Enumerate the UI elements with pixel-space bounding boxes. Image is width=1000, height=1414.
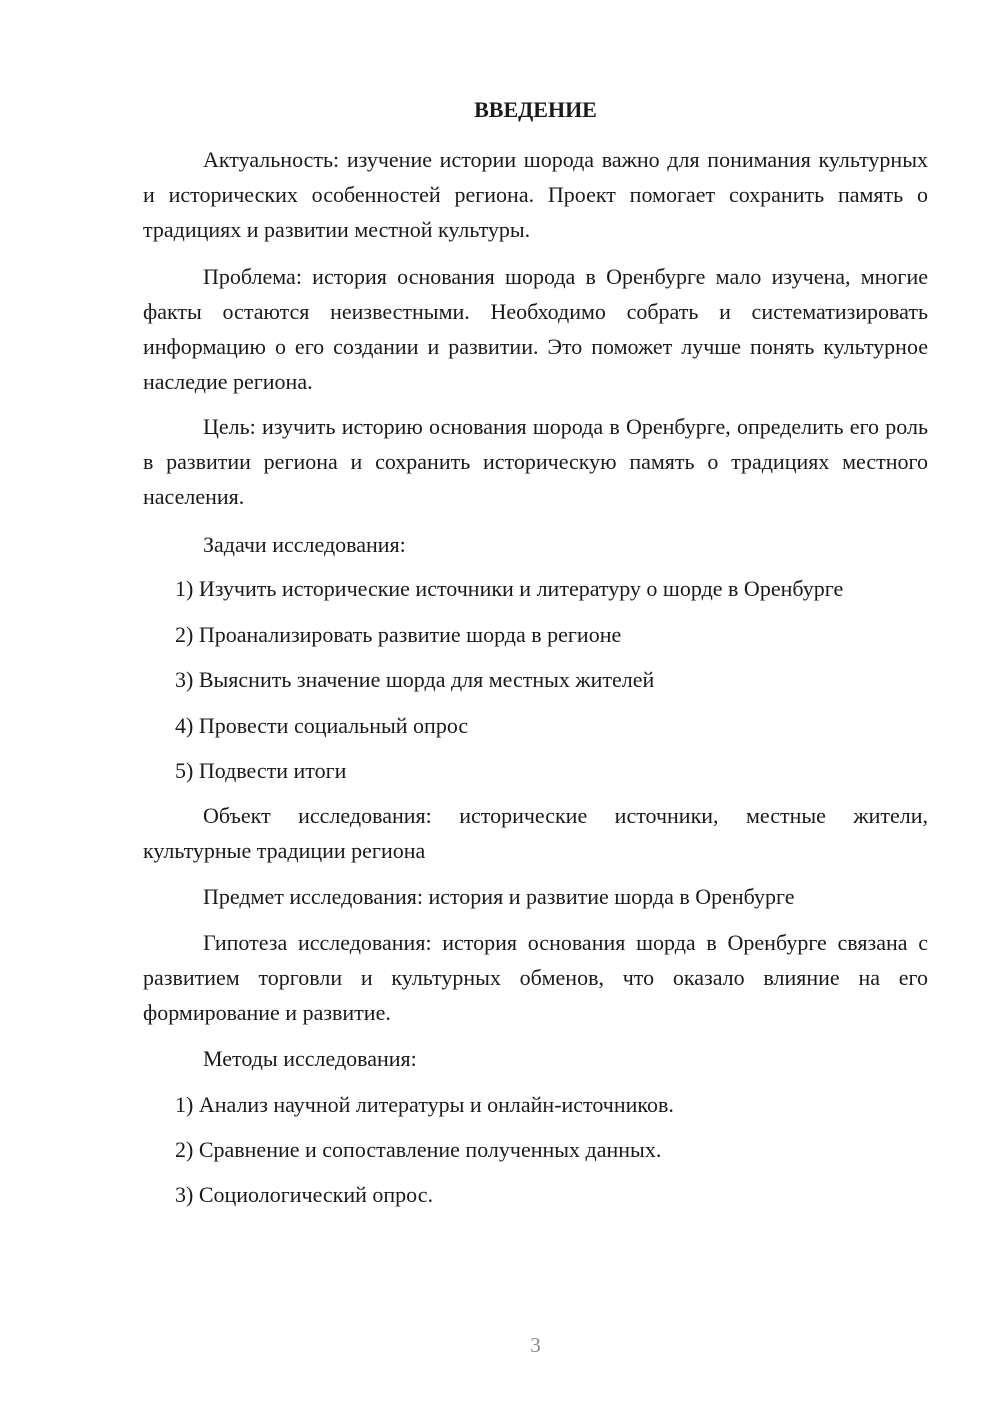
problem-paragraph: Проблема: история основания шорода в Оренбурге мало изучена, многие факты остаются неизвестными. Необходимо собрать и систематизировать информацию о его создании и развитии. Это поможет лучше понять культурное наследие региона. [143, 264, 928, 394]
task-item: 4) Провести социальный опрос [175, 713, 469, 738]
object-paragraph: Объект исследования: исторические источники, местные жители, культурные традиции региона [143, 803, 928, 863]
page-title: ВВЕДЕНИЕ [474, 97, 597, 122]
subject-paragraph: Предмет исследования: история и развитие шорда в Оренбурге [203, 884, 795, 909]
goal-paragraph: Цель: изучить историю основания шорода в Оренбурге, определить его роль в развитии региона и сохранить историческую память о традициях местного населения. [143, 414, 928, 509]
task-item: 2) Проанализировать развитие шорда в регионе [175, 622, 622, 647]
document-page [143, 0, 928, 1414]
hypothesis-paragraph: Гипотеза исследования: история основания шорда в Оренбурге связана с развитием торговли и культурных обменов, что оказало влияние на его формирование и развитие. [143, 930, 928, 1025]
methods-heading: Методы исследования: [203, 1046, 417, 1071]
task-item: 5) Подвести итоги [175, 758, 347, 783]
page-number: 3 [530, 1333, 541, 1357]
task-item: 3) Выяснить значение шорда для местных жителей [175, 667, 655, 692]
relevance-paragraph: Актуальность: изучение истории шорода важно для понимания культурных и исторических особенностей региона. Проект помогает сохранить память о традициях и развитии местной культуры. [143, 147, 928, 242]
method-item: 2) Сравнение и сопоставление полученных данных. [175, 1137, 662, 1162]
task-item: 1) Изучить исторические источники и литературу о шорде в Оренбурге [175, 576, 844, 601]
method-item: 3) Социологический опрос. [175, 1182, 433, 1207]
method-item: 1) Анализ научной литературы и онлайн-источников. [175, 1092, 674, 1117]
tasks-heading: Задачи исследования: [203, 532, 406, 557]
